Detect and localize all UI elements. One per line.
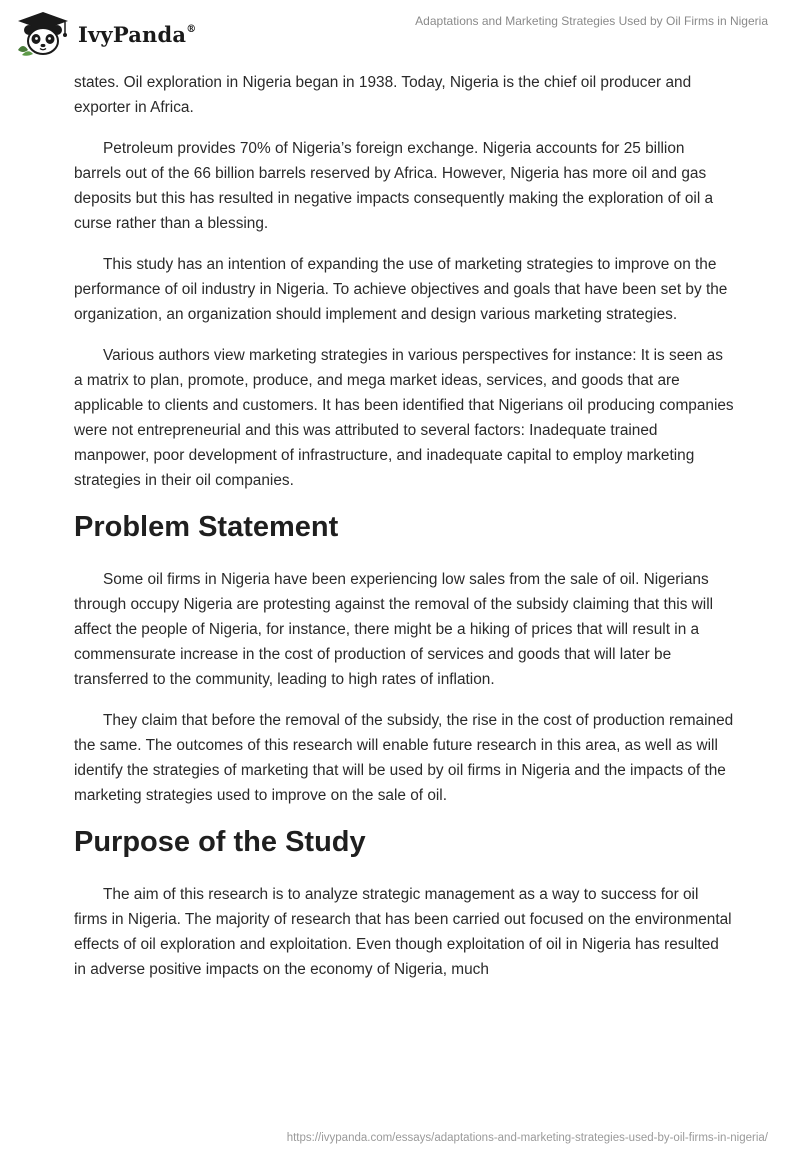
- registered-mark: ®: [186, 23, 197, 35]
- paragraph: They claim that before the removal of the subsidy, the rise in the cost of production remained the same. The outcomes of this research will enable future research in this area, as well as will identify the strategies of marketing that will be used by oil firms in Nigeria and the impacts of the marketing strategies used to improve on the sale of oil.: [74, 712, 734, 804]
- paragraph: Petroleum provides 70% of Nigeria’s foreign exchange. Nigeria accounts for 25 billion barrels out of the 66 billion barrels reserved by Africa. However, Nigeria has more oil and gas deposits but this has resulted in negative impacts consequently making the exploration of oil a curse rather than a blessing.: [74, 140, 714, 232]
- paragraph: Various authors view marketing strategies in various perspectives for instance: It is seen as a matrix to plan, promote, produce, and mega market ideas, services, and goods that are applicable to clients and customers. It has been identified that Nigerians oil producing companies were not entrepreneurial and this was attributed to several factors: Inadequate trained manpower, poor development of infrastructure, and inadequate capital to employ marketing strategies in their oil companies.: [74, 347, 734, 489]
- paragraph: states. Oil exploration in Nigeria began in 1938. Today, Nigeria is the chief oil producer and exporter in Africa.: [74, 74, 692, 116]
- paragraph: Some oil firms in Nigeria have been experiencing low sales from the sale of oil. Nigerians through occupy Nigeria are protesting against the removal of the subsidy claiming that this will affect the people of Nigeria, for instance, there might be a hiking of prices that will result in a commensurate increase in the cost of production of services and goods that will later be transferred to the community, leading to high rates of inflation.: [74, 571, 714, 688]
- section-heading-purpose-of-the-study: Purpose of the Study: [74, 826, 366, 858]
- paragraph: The aim of this research is to analyze strategic management as a way to success for oil firms in Nigeria. The majority of research that has been carried out focused on the environmental effects of oil exploration and exploitation. Even though exploitation of oil in Nigeria has resulted in adverse positive impacts on the economy of Nigeria, much: [74, 886, 732, 978]
- document-title: Adaptations and Marketing Strategies Used by Oil Firms in Nigeria: [415, 14, 768, 28]
- paragraph: This study has an intention of expanding the use of marketing strategies to improve on the performance of oil industry in Nigeria. To achieve objectives and goals that have been set by the organization, an organization should implement and design various marketing strategies.: [74, 256, 728, 323]
- essay-body: [74, 70, 734, 998]
- section-heading-problem-statement: Problem Statement: [74, 511, 339, 543]
- ivypanda-logo[interactable]: [14, 10, 196, 56]
- page-header: [0, 0, 800, 64]
- source-url[interactable]: https://ivypanda.com/essays/adaptations-and-marketing-strategies-used-by-oil-firms-in-nigeria/: [286, 1132, 768, 1144]
- panda-graduate-icon: [14, 10, 72, 56]
- logo-text: IvyPanda®: [78, 21, 197, 47]
